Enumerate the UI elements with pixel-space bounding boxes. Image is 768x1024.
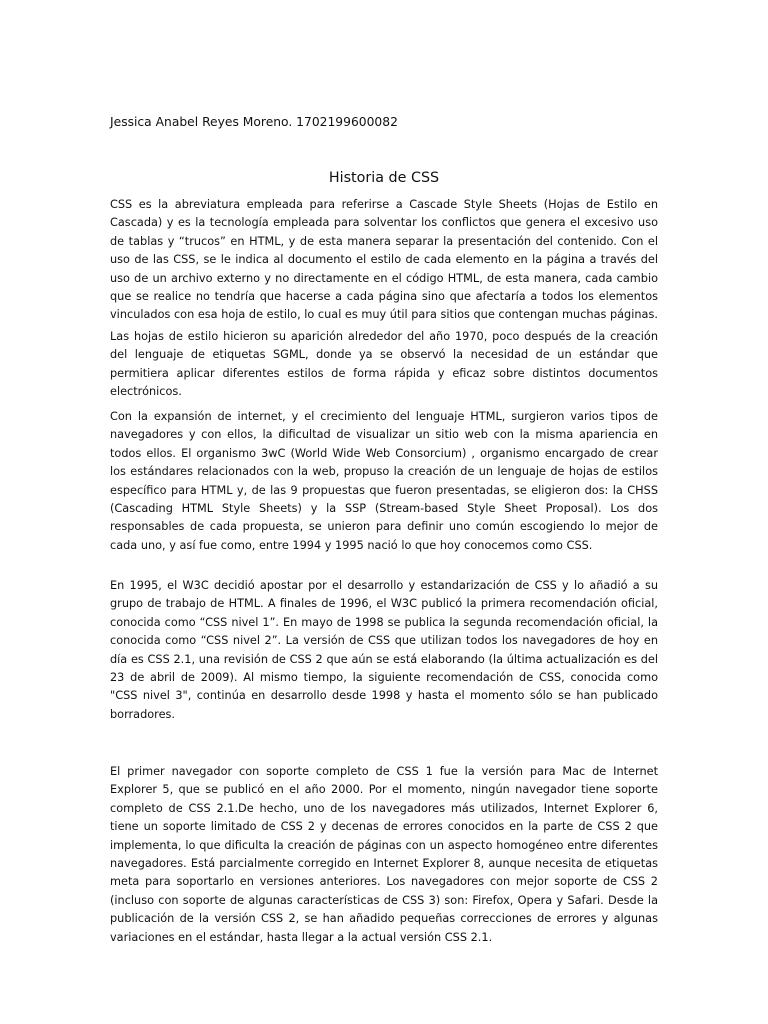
document-page xyxy=(110,0,658,1024)
document-title: Historia de CSS xyxy=(328,170,440,186)
paragraph-internet-expansion: Con la expansión de internet, y el crecimiento del lenguaje HTML, surgieron varios tipos de navegadores y con ellos, la dificultad de visualizar un sitio web con la misma apariencia en todos ellos. El organismo 3wC (World Wide Web Consorcium) , organismo encargado de crear los estándares relacionados con la web, propuso la creación de un lenguaje de hojas de estilos específico para HTML y, de las 9 propuestas que fueron presentadas, se eligieron dos: la CHSS (Cascading HTML Style Sheets) y la SSP (Stream-based Style Sheet Proposal). Los dos responsables de cada propuesta, se unieron para definir uno común escogiendo lo mejor de cada uno, y así fue como, entre 1994 y 1995 nació lo que hoy conocemos como CSS. xyxy=(110,410,658,552)
paragraph-definition: CSS es la abreviatura empleada para referirse a Cascade Style Sheets (Hojas de Estilo en Cascada) y es la tecnología empleada para solventar los conflictos que genera el excesivo uso de tablas y “trucos” en HTML, y de esta manera separar la presentación del contenido. Con el uso de las CSS, se le indica al documento el estilo de cada elemento en la página a través del uso de un archivo externo y no directamente en el código HTML, de esta manera, cada cambio que se realice no tendría que hacerse a cada página sino que afectaría a todos los elementos vinculados con esa hoja de estilo, lo cual es muy útil para sitios que contengan muchas páginas. xyxy=(110,198,658,322)
paragraph-origins: Las hojas de estilo hicieron su aparición alrededor del año 1970, poco después de la creación del lenguaje de etiquetas SGML, donde ya se observó la necesidad de un estándar que permitiera aplicar diferentes estilos de forma rápida y eficaz sobre distintos documentos electrónicos. xyxy=(110,330,658,399)
paragraph-browser-support: El primer navegador con soporte completo de CSS 1 fue la versión para Mac de Internet Explorer 5, que se publicó en el año 2000. Por el momento, ningún navegador tiene soporte completo de CSS 2.1.De hecho, uno de los navegadores más utilizados, Internet Explorer 6, tiene un soporte limitado de CSS 2 y decenas de errores conocidos en la parte de CSS 2 que implementa, lo que dificulta la creación de páginas con un aspecto homogéneo entre diferentes navegadores. Está parcialmente corregido en Internet Explorer 8, aunque necesita de etiquetas meta para soportarlo en versiones anteriores. Los navegadores con mejor soporte de CSS 2 (incluso con soporte de algunas características de CSS 3) son: Firefox, Opera y Safari. Desde la publicación de la versión CSS 2, se han añadido pequeñas correcciones de errores y algunas variaciones en el estándar, hasta llegar a la actual versión CSS 2.1. xyxy=(110,765,658,944)
paragraph-w3c-standardization: En 1995, el W3C decidió apostar por el desarrollo y estandarización de CSS y lo añadió a su grupo de trabajo de HTML. A finales de 1996, el W3C publicó la primera recomendación oficial, conocida como “CSS nivel 1”. En mayo de 1998 se publica la segunda recomendación oficial, la conocida como “CSS nivel 2”. La versión de CSS que utilizan todos los navegadores de hoy en día es CSS 2.1, una revisión de CSS 2 que aún se está elaborando (la última actualización es del 23 de abril de 2009). Al mismo tiempo, la siguiente recomendación de CSS, conocida como "CSS nivel 3", continúa en desarrollo desde 1998 y hasta el momento sólo se han publicado borradores. xyxy=(110,579,658,721)
author-line: Jessica Anabel Reyes Moreno. 1702199600082 xyxy=(110,115,398,129)
